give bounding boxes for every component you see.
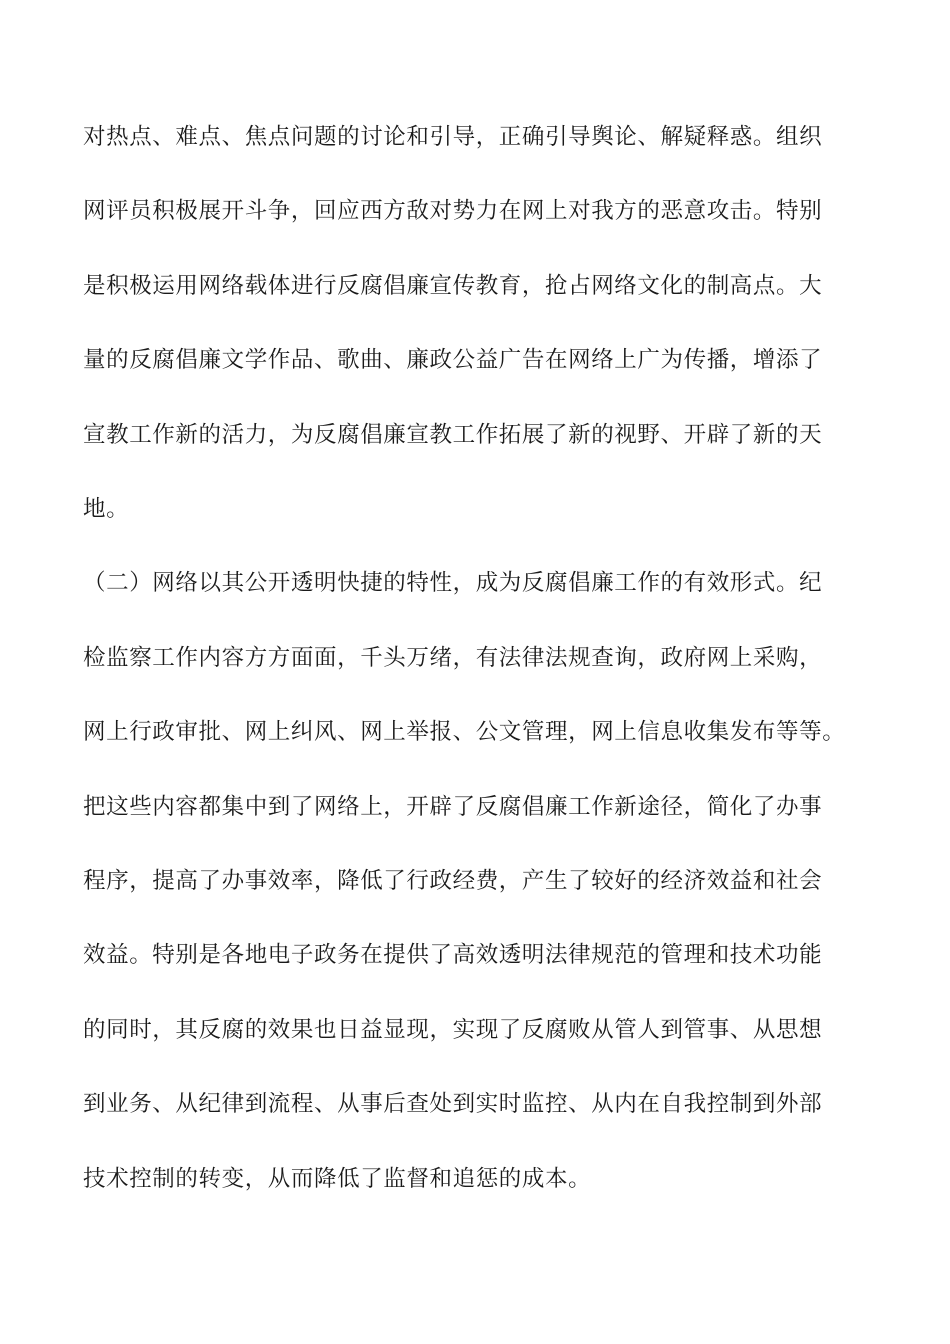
text-line-10: 把这些内容都集中到了网络上，开辟了反腐倡廉工作新途径，简化了办事 (83, 794, 823, 820)
text-line-2: 网评员积极展开斗争，回应西方敌对势力在网上对我方的恶意攻击。特别 (83, 198, 823, 224)
text-line-11: 程序，提高了办事效率，降低了行政经费，产生了较好的经济效益和社会 (83, 868, 823, 894)
text-line-4: 量的反腐倡廉文学作品、歌曲、廉政公益广告在网络上广为传播，增添了 (83, 347, 823, 373)
text-line-8: 检监察工作内容方方面面，千头万绪，有法律法规查询，政府网上采购， (83, 645, 823, 671)
text-line-6: 地。 (83, 496, 130, 522)
text-line-15: 技术控制的转变，从而降低了监督和追惩的成本。 (83, 1166, 592, 1192)
text-line-9: 网上行政审批、网上纠风、网上举报、公文管理，网上信息收集发布等等。 (83, 719, 846, 745)
text-line-13: 的同时，其反腐的效果也日益显现，实现了反腐败从管人到管事、从思想 (83, 1017, 823, 1043)
text-line-3: 是积极运用网络载体进行反腐倡廉宣传教育，抢占网络文化的制高点。大 (83, 273, 823, 299)
text-line-14: 到业务、从纪律到流程、从事后查处到实时监控、从内在自我控制到外部 (83, 1091, 823, 1117)
text-line-12: 效益。特别是各地电子政务在提供了高效透明法律规范的管理和技术功能 (83, 942, 823, 968)
text-line-1: 对热点、难点、焦点问题的讨论和引导，正确引导舆论、解疑释惑。组织 (83, 124, 823, 150)
text-line-5: 宣教工作新的活力，为反腐倡廉宣教工作拓展了新的视野、开辟了新的天 (83, 422, 823, 448)
text-line-7: （二）网络以其公开透明快捷的特性，成为反腐倡廉工作的有效形式。纪 (83, 570, 823, 596)
